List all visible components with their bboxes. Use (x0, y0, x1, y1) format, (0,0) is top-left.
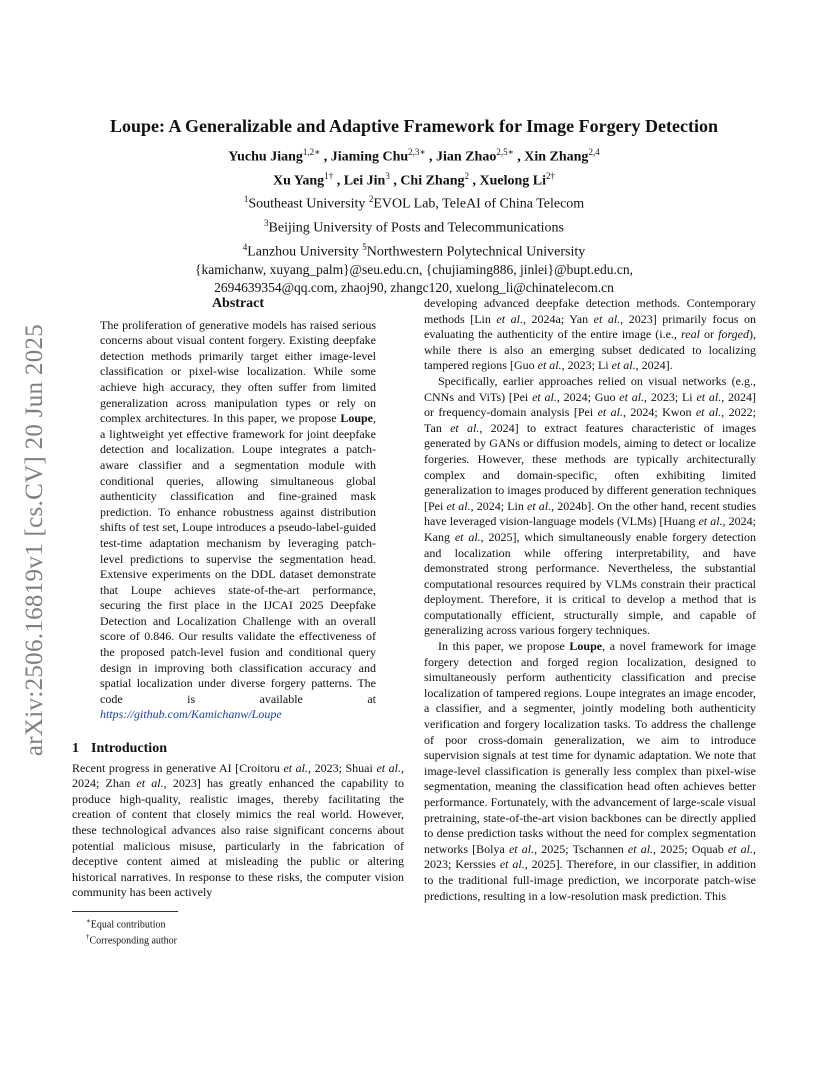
author-affiliation-mark: 1† (324, 170, 334, 181)
footnote-mark: ∗ (86, 916, 91, 925)
email-line: {kamichanw, xuyang_palm}@seu.edu.cn, {chujiaming886, jinlei}@bupt.edu.cn, (195, 262, 633, 278)
paper-header (60, 116, 768, 297)
author-affiliation-mark: 3 (385, 170, 390, 181)
author-affiliation-mark: 2 (464, 170, 470, 181)
author-name: Xin Zhang (524, 149, 589, 165)
email-line: 2694639354@qq.com, zhaoj90, zhangc120, xuelong_li@chinatelecom.cn (214, 280, 614, 296)
arxiv-sidebar-stamp (22, 305, 48, 775)
footnote-text: Corresponding author (89, 935, 177, 947)
footnote (72, 931, 404, 947)
author-affiliation-mark: 2† (546, 170, 556, 181)
abstract-text: The proliferation of generative models has raised serious concerns about visual content forgery. Existing deepfake detection methods primarily target either image-level classification or pixel-wise localization. While some achieve high accuracy, they often suffer from limited generalization across manipulation types or rely on complex architectures. In this paper, we propose Loupe, a lightweight yet effective framework for joint deepfake detection and localization. Loupe integrates a patch-aware classifier and a segmentation module with conditional queries, allowing simultaneous global authenticity classification and fine-grained mask prediction. To enhance robustness against distribution shifts of test set, Loupe introduces a pseudo-label-guided test-time adaptation mechanism by leveraging patch-level predictions to supervise the segmentation head. Extensive experiments on the DDL dataset demonstrate that Loupe achieves state-of-the-art performance, securing the first place in the IJCAI 2025 Deepfake Detection and Localization Challenge with an overall score of 0.846. Our results validate the effectiveness of the proposed patch-level fusion and conditional query design in improving both classification accuracy and spatial localization under diverse forgery patterns. The code is available at https://github.com/Kamichanw/Loupe (100, 317, 376, 722)
footnote-text: Equal contribution (90, 919, 166, 931)
affiliation-line (60, 238, 768, 262)
author-list-line-2: Xu Yang$^{1\dagger}$ , Lei Jin$^3$ , Chi Zhang$^2$ , Xuelong $Li^{2\dagger}$ (272, 170, 556, 189)
body-paragraph: developing advanced deepfake detection methods. Contemporary methods [Lin et al., 2024a; Yan et al., 2023] primarily focus on evaluating the authenticity of the entire image (i.e., real or forged), while there is also an emerging subset dedicated to localizing tampered regions [Guo et al., 2023; Li et al., 2024]. (424, 296, 756, 373)
footnotes (72, 915, 404, 948)
footnote (72, 915, 404, 931)
author-emails (60, 261, 768, 297)
author-affiliation-mark: 1,2∗ (302, 147, 321, 157)
affiliation-mark: 3 (264, 217, 269, 228)
paper-title: Loupe: A Generalizable and Adaptive Framework for Image Forgery Detection (109, 116, 719, 136)
affiliation-mark: 2 (368, 194, 374, 205)
footnote-divider (72, 911, 178, 912)
introduction-paragraph: Recent progress in generative AI [Croitoru et al., 2023; Shuai et al., 2024; Zhan et al., 2023] has greatly enhanced the capability to produce high-quality, realistic images, thereby facilitating the creation of content that closely mimics the real world. However, these technological advances also raise significant concerns about potential malicious misuse, particularly in the fabrication of deceptive content aimed at misleading the public or altering historical narratives. In response to these risks, the computer vision community has been actively (72, 760, 405, 900)
author-name: Lei Jin (343, 173, 386, 189)
author-name: Jiaming Chu (330, 149, 409, 165)
section-number: 1 (72, 741, 79, 757)
body-paragraph: Specifically, earlier approaches relied on visual networks (e.g., CNNs and ViTs) [Pei et al., 2024; Guo et al., 2023; Li et al., 2024] or frequency-domain analysis [Pei et al., 2024; Kwon et al., 2022; Tan et al., 2024] to extract features characteristic of images generated by GANs or diffusion models, aiming to detect or localize forgeries. However, these methods are typically architecturally complex and domain-specific, often exhibiting limited generalization to images produced by different generation techniques [Pei et al., 2024; Lin et al., 2024b]. On the other hand, recent studies have leveraged vision-language models (VLMs) [Huang et al., 2024; Kang et al., 2025], which simultaneously enable forgery detection and localization while offering interpretability, and have demonstrated strong performance. Nevertheless, the substantial computational resources required by VLMs constrain their practical deployment. Therefore, it is critical to develop a method that is computationally efficient, structurally simple, and capable of generalizing across various forgery techniques. (424, 373, 757, 638)
author-affiliation-mark: 2,5∗ (496, 147, 514, 157)
body-paragraph: In this paper, we propose Loupe, a novel framework for image forgery detection and forged region localization, designed to simultaneously perform authenticity classification and precise localization of tampered regions. Loupe integrates an image encoder, a classifier, and a segmenter, jointly modeling both authenticity verification and forgery localization tasks. To address the challenge of poor cross-domain generalization, we aim to introduce supervision signals at test time for dynamic adaptation. We note that image-level classification is generally less complex than pixel-wise segmentation, meaning the classification head often achieves better performance. Fortunately, with the advancement of large-scale visual pretraining, state-of-the-art vision backbones can be directly applied to dense prediction tasks without the need for complex segmentation networks [Bolya et al., 2025; Tschannen et al., 2025; Oquab et al., 2023; Kerssies et al., 2025]. Therefore, in our classifier, in addition to the traditional full-image prediction, we incorporate patch-wise predictions, resulting in a low-resolution mask prediction. This (424, 639, 757, 903)
affiliations (60, 190, 768, 261)
affiliation-name: Lanzhou University (247, 244, 359, 260)
author-name: Chi Zhang (400, 173, 465, 189)
affiliation-name: Beijing University of Posts and Telecommunications (268, 220, 564, 236)
footnote-mark: † (86, 933, 90, 942)
section-heading-introduction (72, 741, 404, 757)
code-repository-link[interactable]: https://github.com/Kamichanw/Loupe (100, 707, 282, 722)
affiliation-name: Northwestern Polytechnical University (366, 244, 586, 260)
author-name: Yuchu Jiang (228, 149, 303, 165)
affiliation-mark: 1 (243, 194, 249, 205)
author-name: Jian Zhao (436, 149, 497, 165)
right-column (424, 296, 756, 904)
author-affiliation-mark: 2,4 (588, 147, 600, 157)
author-list-line-1: Yuchu Jiang$^{1,2∗}$ , Jiaming Chu$^{2,3∗}$ , Jian Zhao$^{2,5∗}$ , Xin Zhang$^{2,4}$ (228, 147, 600, 165)
affiliation-mark: 4 (242, 241, 248, 252)
author-affiliation-mark: 2,3∗ (408, 147, 426, 157)
affiliation-name: EVOL Lab, TeleAI of China Telecom (373, 196, 585, 212)
affiliation-line (60, 190, 768, 214)
author-name: Xuelong Li (479, 173, 547, 189)
left-column (72, 296, 404, 948)
abstract-heading: Abstract (211, 296, 265, 311)
author-name: Xu Yang (272, 173, 325, 189)
affiliation-mark: 5 (362, 241, 367, 252)
section-title: Introduction (91, 741, 167, 757)
arxiv-identifier: arXiv:2506.16819v1 [cs.CV] 20 Jun 2025 (21, 323, 48, 757)
affiliation-line (60, 214, 768, 238)
affiliation-name: Southeast University (248, 196, 366, 212)
